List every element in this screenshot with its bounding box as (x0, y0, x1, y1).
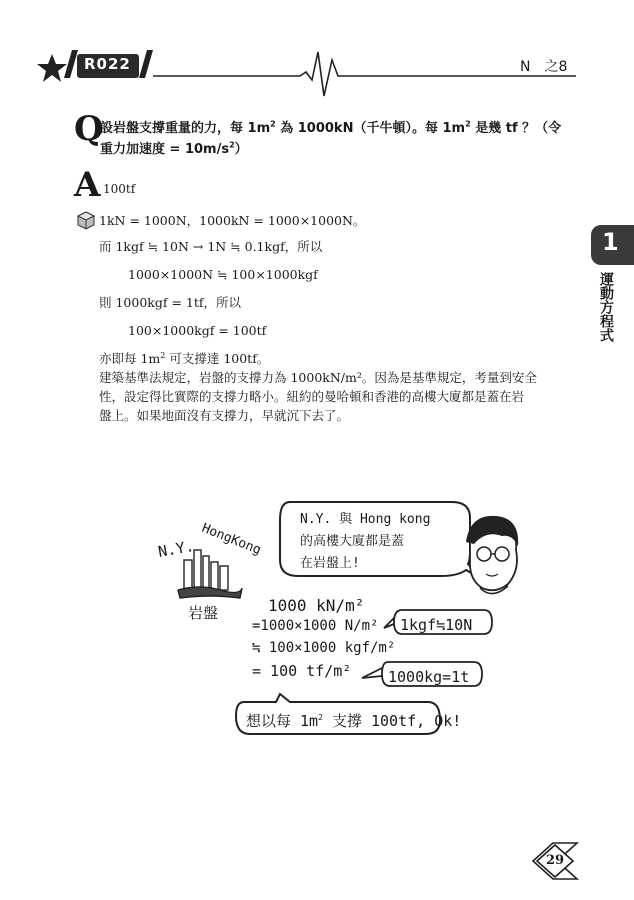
header-right-label: N 之8 (520, 59, 568, 75)
speech-line-3: 在岩盤上! (300, 556, 360, 571)
speech-line-2: 的高樓大廈都是蓋 (300, 534, 405, 549)
superscript: 2 (318, 713, 323, 722)
header-code: R022 (84, 55, 131, 73)
answer-value: 100tf (103, 182, 136, 196)
question-letter: Q (74, 109, 104, 149)
label-hongkong: HongKong (199, 520, 264, 559)
explanation-paragraph-line-2: 性，設定得比實際的支撐力略小。紐約的曼哈頓和香港的高樓大廈都是蓋在岩 (99, 389, 525, 404)
explanation-line-6 (99, 350, 269, 368)
explanation-line-3: 1000×1000N ≒ 100×1000kgf (128, 267, 318, 282)
equation-line-1: 1000 kN/m² (268, 596, 365, 615)
explanation-line-2: 而 1kgf ≒ 10N → 1N ≒ 0.1kgf，所以 (99, 239, 323, 254)
superscript: 2 (465, 119, 471, 129)
bottom-speech-text (246, 710, 461, 731)
equation-line-2: =1000×1000 N/m² (252, 618, 379, 634)
cube-icon (76, 210, 96, 230)
explanation-line-4: 則 1000kgf = 1tf，所以 (99, 295, 242, 310)
explanation-paragraph-line-1: 建築基準法規定，岩盤的支撐力為 1000kN/m²。因為是基準規定，考量到安全 (99, 370, 537, 385)
bottom-speech-part: 支撐 100tf, Ok! (322, 712, 462, 730)
question-text: 設岩盤支撐重量的力，每 1m (100, 121, 271, 136)
equation-line-4: = 100 tf/m² (252, 662, 352, 680)
explanation-text: 亦即每 1m (99, 351, 161, 366)
answer-letter: A (74, 165, 101, 205)
label-ny: N.Y. (156, 537, 196, 561)
page-number: 29 (546, 853, 565, 868)
kgf-bubble-text: 1kgf≒10N (400, 616, 473, 634)
chapter-title: 運動方程式 (598, 272, 614, 342)
star-icon (37, 54, 67, 82)
label-bedrock: 岩盤 (188, 604, 219, 622)
speech-line-1: N.Y. 與 Hong kong (300, 512, 431, 527)
superscript: 2 (160, 350, 166, 360)
question-line-1 (100, 118, 561, 139)
bottom-speech-part: 想以每 1m (246, 712, 319, 730)
explanation-line-1: 1kN = 1000N，1000kN = 1000×1000N。 (99, 213, 366, 228)
kg-bubble-text: 1000kg=1t (388, 668, 470, 686)
superscript: 2 (229, 140, 235, 150)
question-line-2 (100, 139, 248, 160)
character-avatar (466, 516, 518, 594)
superscript: 2 (270, 119, 276, 129)
question-text: 為 1000kN（千牛頓）。每 1m (275, 121, 466, 136)
equation-line-3: ≒ 100×1000 kgf/m² (252, 640, 396, 656)
explanation-line-5: 100×1000kgf = 100tf (128, 323, 267, 338)
explanation-text: 可支撐達 100tf。 (165, 351, 270, 366)
question-text: 是幾 tf ？（令 (470, 121, 562, 136)
skyline-icon (178, 550, 242, 598)
chapter-number: 1 (602, 228, 619, 256)
heartbeat-line-icon (153, 52, 576, 96)
explanation-paragraph-line-3: 盤上。如果地面沒有支撐力，早就沉下去了。 (99, 408, 350, 423)
question-text: ） (234, 142, 248, 157)
question-text: 重力加速度 = 10m/s (100, 142, 230, 157)
